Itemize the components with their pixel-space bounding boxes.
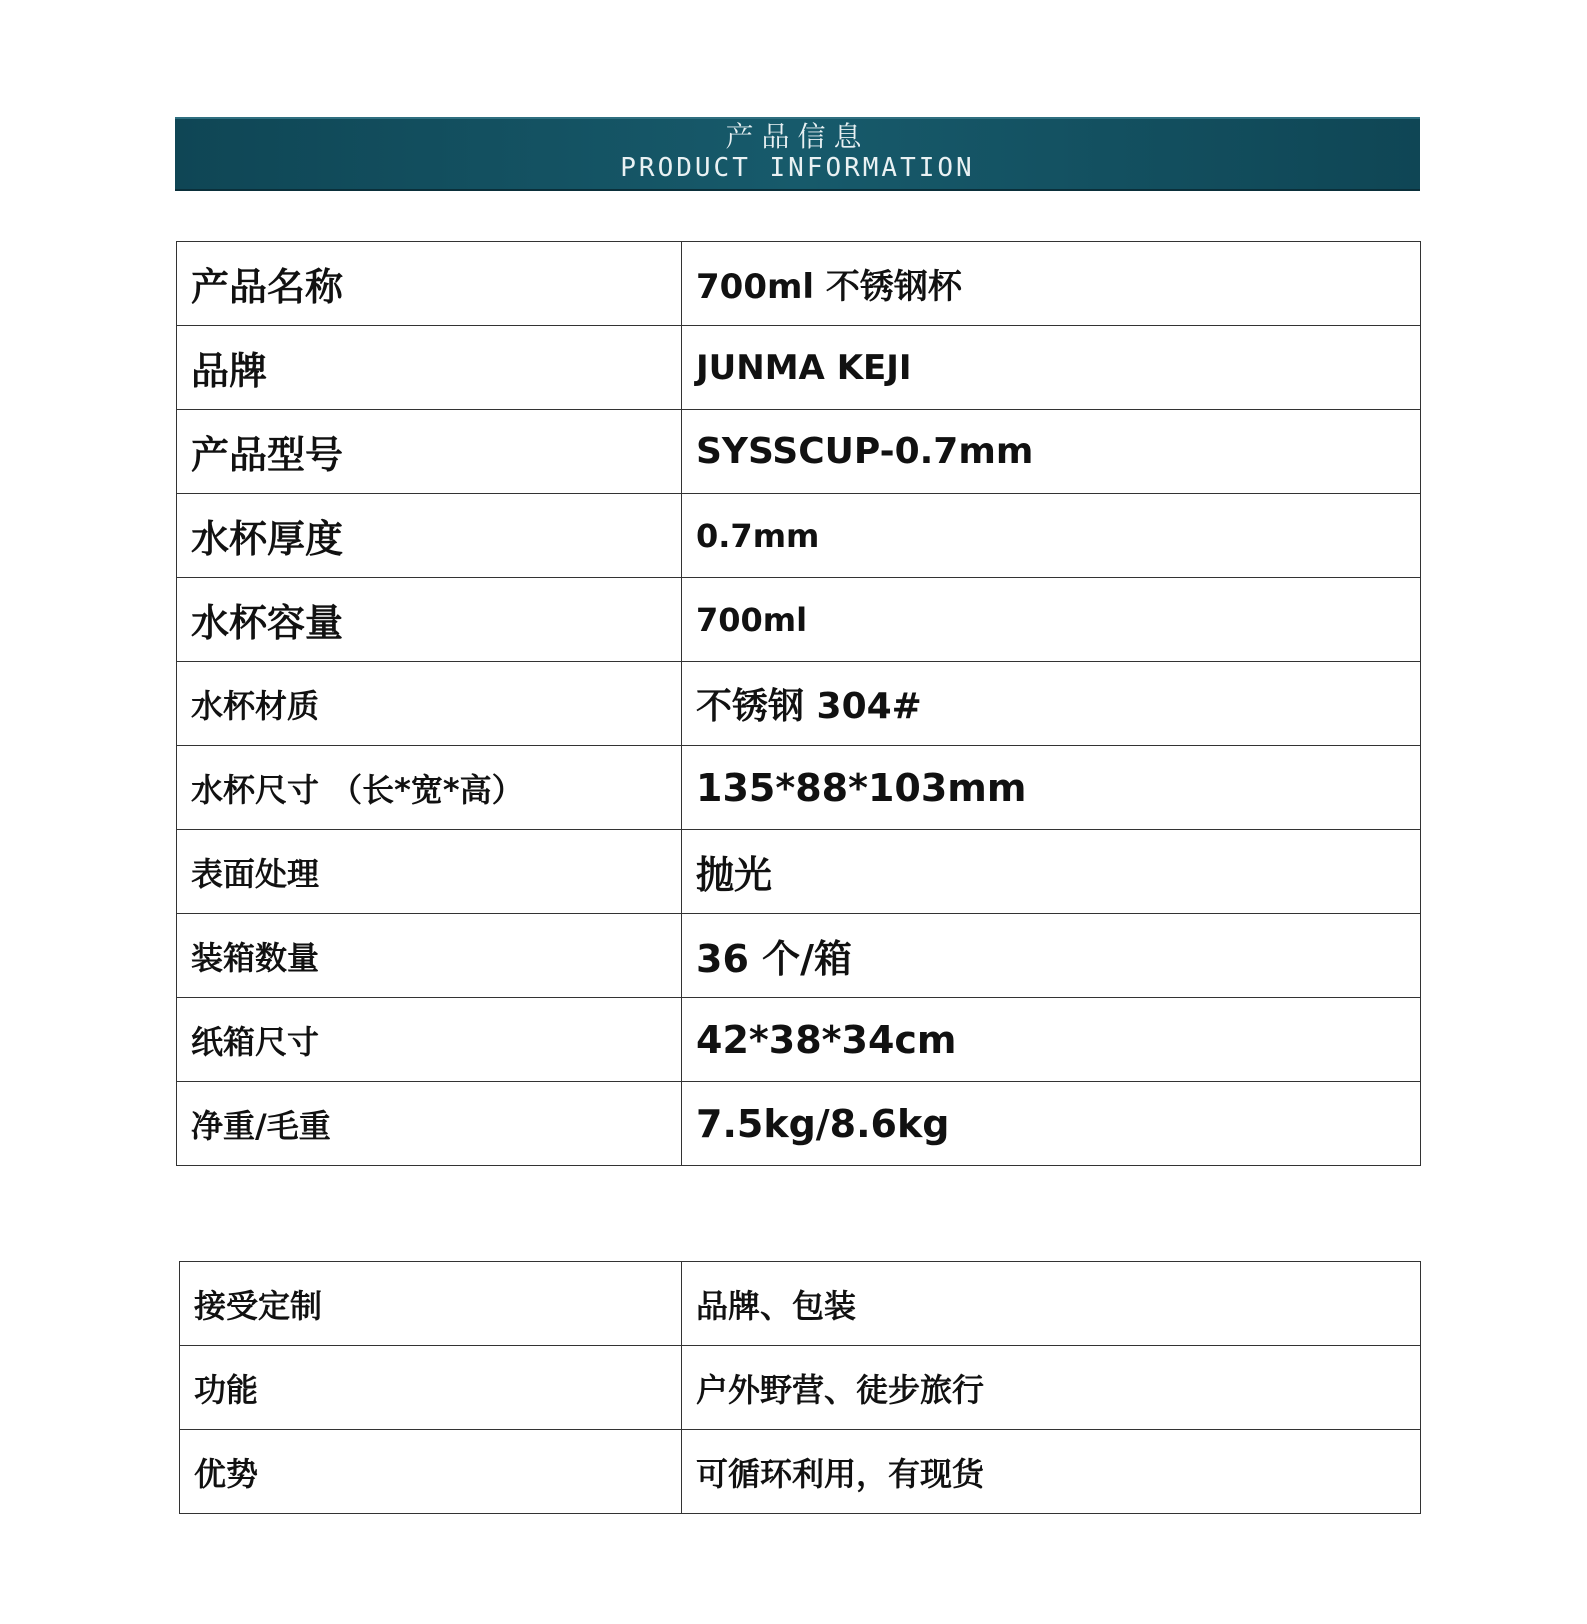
spec-key: 产品名称 bbox=[177, 242, 682, 326]
spec-key: 品牌 bbox=[177, 326, 682, 410]
spec-key: 水杯容量 bbox=[177, 578, 682, 662]
spec-row-dimensions bbox=[177, 746, 1421, 830]
spec-value: 不锈钢 304# bbox=[682, 662, 1421, 746]
extra-value: 品牌、包装 bbox=[682, 1262, 1421, 1346]
spec-row-thickness bbox=[177, 494, 1421, 578]
banner-title-en: PRODUCT INFORMATION bbox=[620, 153, 975, 183]
spec-value: 0.7mm bbox=[682, 494, 1421, 578]
spec-key: 产品型号 bbox=[177, 410, 682, 494]
extra-value: 户外野营、徒步旅行 bbox=[682, 1346, 1421, 1430]
spec-row-weight bbox=[177, 1082, 1421, 1166]
spec-row-product-name bbox=[177, 242, 1421, 326]
extra-key: 优势 bbox=[180, 1430, 682, 1514]
spec-value: 7.5kg/8.6kg bbox=[682, 1082, 1421, 1166]
spec-row-model bbox=[177, 410, 1421, 494]
spec-value: 700ml bbox=[682, 578, 1421, 662]
extra-row-customization bbox=[180, 1262, 1421, 1346]
spec-key: 水杯材质 bbox=[177, 662, 682, 746]
extra-key: 接受定制 bbox=[180, 1262, 682, 1346]
spec-value: 抛光 bbox=[682, 830, 1421, 914]
spec-key: 纸箱尺寸 bbox=[177, 998, 682, 1082]
spec-key: 水杯尺寸 （长*宽*高） bbox=[177, 746, 682, 830]
spec-value: 135*88*103mm bbox=[682, 746, 1421, 830]
spec-row-carton-qty bbox=[177, 914, 1421, 998]
spec-value: JUNMA KEJI bbox=[682, 326, 1421, 410]
spec-row-brand bbox=[177, 326, 1421, 410]
extra-row-function bbox=[180, 1346, 1421, 1430]
spec-key: 水杯厚度 bbox=[177, 494, 682, 578]
product-info-banner bbox=[175, 117, 1420, 191]
extra-info-table bbox=[179, 1261, 1421, 1514]
spec-row-capacity bbox=[177, 578, 1421, 662]
extra-row-advantage bbox=[180, 1430, 1421, 1514]
product-spec-table bbox=[176, 241, 1421, 1166]
spec-row-material bbox=[177, 662, 1421, 746]
spec-key: 净重/毛重 bbox=[177, 1082, 682, 1166]
spec-value: SYSSCUP-0.7mm bbox=[682, 410, 1421, 494]
spec-value: 700ml 不锈钢杯 bbox=[682, 242, 1421, 326]
spec-row-surface bbox=[177, 830, 1421, 914]
spec-key: 表面处理 bbox=[177, 830, 682, 914]
extra-key: 功能 bbox=[180, 1346, 682, 1430]
extra-value: 可循环利用，有现货 bbox=[682, 1430, 1421, 1514]
spec-row-carton-size bbox=[177, 998, 1421, 1082]
spec-value: 36 个/箱 bbox=[682, 914, 1421, 998]
spec-value: 42*38*34cm bbox=[682, 998, 1421, 1082]
spec-key: 装箱数量 bbox=[177, 914, 682, 998]
banner-title-cn: 产品信息 bbox=[725, 120, 870, 153]
